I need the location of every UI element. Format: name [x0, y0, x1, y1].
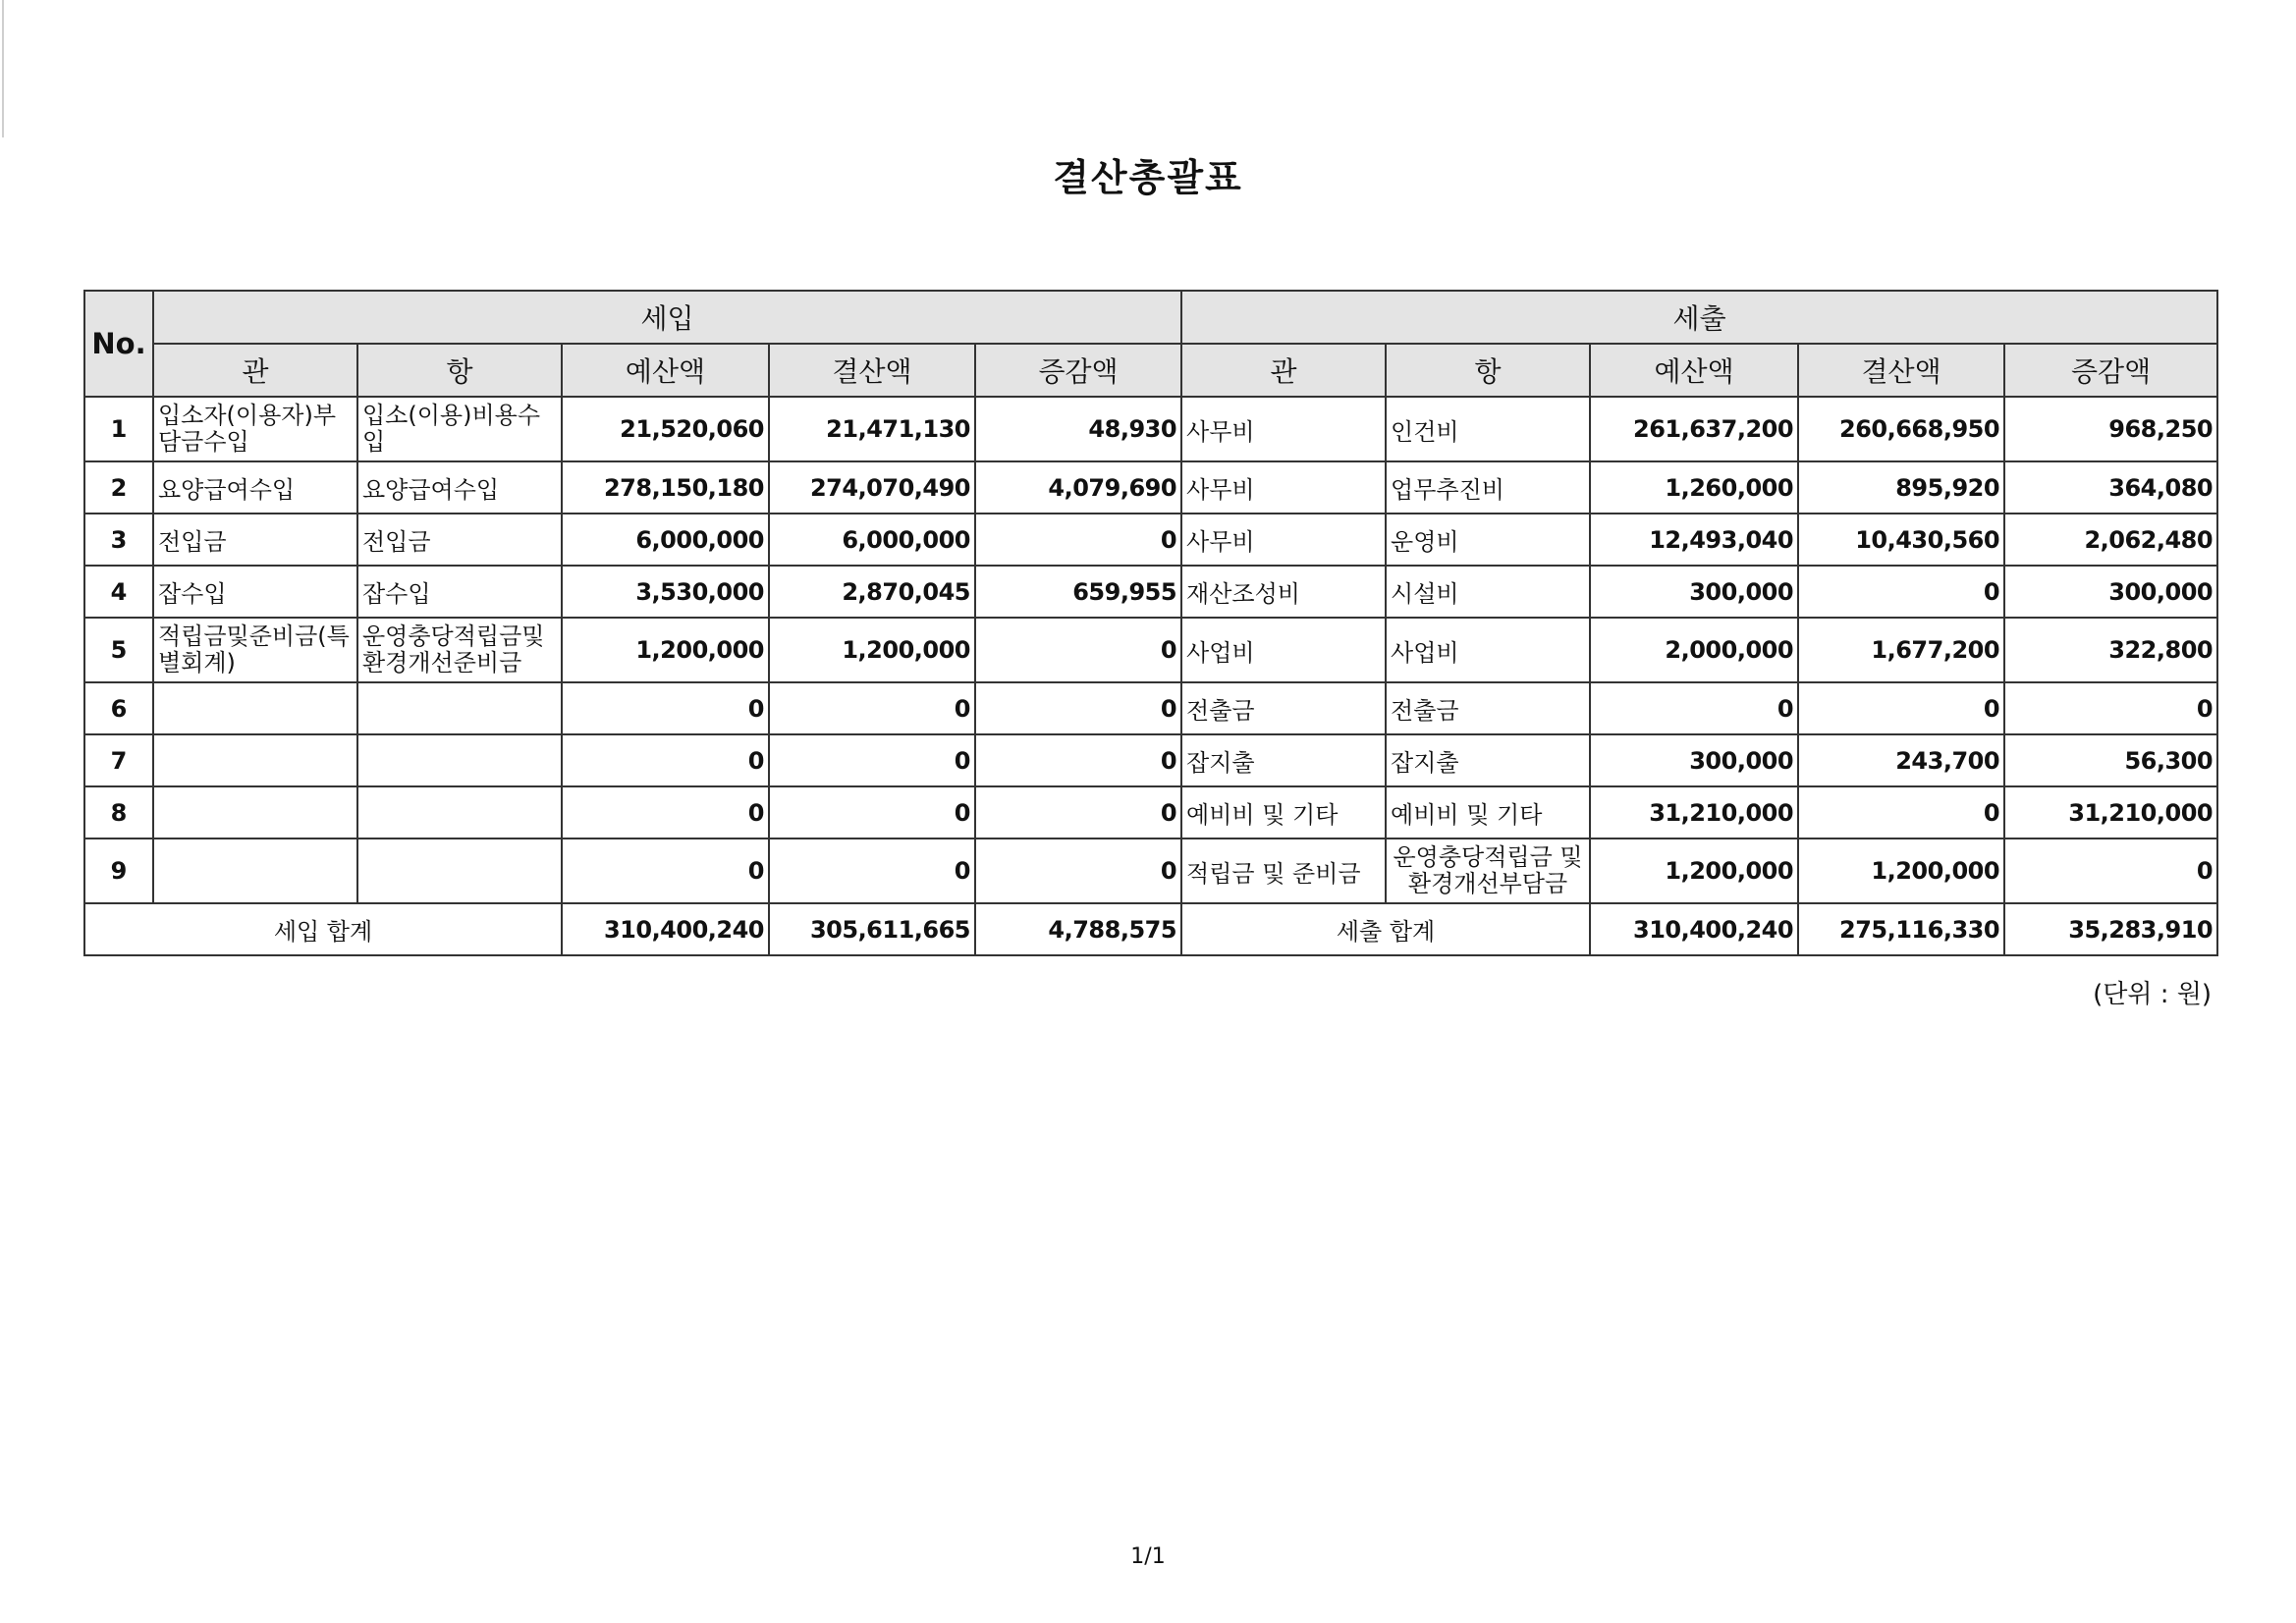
exp-gwan: 사무비 — [1181, 514, 1386, 566]
rev-gwan: 전입금 — [153, 514, 357, 566]
exp-budget: 1,260,000 — [1590, 461, 1798, 514]
table-row — [84, 839, 2217, 903]
exp-difference: 300,000 — [2004, 566, 2217, 618]
exp-hang: 잡지출 — [1386, 734, 1590, 786]
page-title: 결산총괄표 — [1053, 156, 1243, 199]
expense-total-label: 세출 합계 — [1181, 903, 1590, 955]
exp-settlement: 1,200,000 — [1798, 839, 2004, 903]
rev-hang — [357, 839, 562, 903]
totals-row — [84, 903, 2217, 955]
exp-difference: 364,080 — [2004, 461, 2217, 514]
row-no: 8 — [84, 786, 153, 839]
row-no: 2 — [84, 461, 153, 514]
exp-budget: 1,200,000 — [1590, 839, 1798, 903]
exp-gwan: 사무비 — [1181, 461, 1386, 514]
exp-hang: 사업비 — [1386, 618, 1590, 682]
header-exp-budget: 예산액 — [1590, 344, 1798, 397]
rev-settlement: 0 — [769, 682, 975, 734]
table-row — [84, 786, 2217, 839]
header-rev-settlement: 결산액 — [769, 344, 975, 397]
rev-budget: 278,150,180 — [562, 461, 769, 514]
exp-hang: 시설비 — [1386, 566, 1590, 618]
rev-gwan: 적립금및준비금(특별회계) — [153, 618, 357, 682]
rev-difference: 0 — [975, 514, 1181, 566]
header-rev-gwan: 관 — [153, 344, 357, 397]
exp-budget: 300,000 — [1590, 566, 1798, 618]
exp-settlement: 0 — [1798, 682, 2004, 734]
rev-gwan — [153, 734, 357, 786]
exp-budget: 2,000,000 — [1590, 618, 1798, 682]
row-no: 1 — [84, 397, 153, 461]
rev-budget: 21,520,060 — [562, 397, 769, 461]
exp-gwan: 예비비 및 기타 — [1181, 786, 1386, 839]
exp-budget: 12,493,040 — [1590, 514, 1798, 566]
rev-budget: 0 — [562, 682, 769, 734]
rev-difference: 48,930 — [975, 397, 1181, 461]
header-rev-hang: 항 — [357, 344, 562, 397]
exp-settlement: 10,430,560 — [1798, 514, 2004, 566]
exp-settlement: 0 — [1798, 786, 2004, 839]
rev-budget: 1,200,000 — [562, 618, 769, 682]
rev-hang: 입소(이용)비용수입 — [357, 397, 562, 461]
revenue-total-difference: 4,788,575 — [975, 903, 1181, 955]
row-no: 7 — [84, 734, 153, 786]
settlement-summary-table — [83, 290, 2218, 956]
exp-gwan: 잡지출 — [1181, 734, 1386, 786]
header-exp-settlement: 결산액 — [1798, 344, 2004, 397]
exp-difference: 31,210,000 — [2004, 786, 2217, 839]
rev-hang: 요양급여수입 — [357, 461, 562, 514]
exp-difference: 2,062,480 — [2004, 514, 2217, 566]
rev-budget: 0 — [562, 839, 769, 903]
exp-budget: 300,000 — [1590, 734, 1798, 786]
header-exp-gwan: 관 — [1181, 344, 1386, 397]
header-rev-difference: 증감액 — [975, 344, 1181, 397]
rev-hang: 전입금 — [357, 514, 562, 566]
rev-budget: 0 — [562, 786, 769, 839]
header-expense: 세출 — [1181, 291, 2217, 344]
rev-gwan: 잡수입 — [153, 566, 357, 618]
exp-hang: 전출금 — [1386, 682, 1590, 734]
rev-settlement: 21,471,130 — [769, 397, 975, 461]
table-row — [84, 566, 2217, 618]
header-rev-budget: 예산액 — [562, 344, 769, 397]
rev-budget: 3,530,000 — [562, 566, 769, 618]
row-no: 5 — [84, 618, 153, 682]
exp-hang: 업무추진비 — [1386, 461, 1590, 514]
exp-hang: 운영충당적립금 및 환경개선부담금 — [1386, 839, 1590, 903]
exp-difference: 0 — [2004, 682, 2217, 734]
exp-gwan: 사업비 — [1181, 618, 1386, 682]
exp-settlement: 260,668,950 — [1798, 397, 2004, 461]
row-no: 9 — [84, 839, 153, 903]
header-no: No. — [84, 291, 153, 397]
rev-settlement: 1,200,000 — [769, 618, 975, 682]
table-row — [84, 461, 2217, 514]
header-revenue: 세입 — [153, 291, 1181, 344]
revenue-total-label: 세입 합계 — [84, 903, 562, 955]
exp-gwan: 사무비 — [1181, 397, 1386, 461]
exp-budget: 31,210,000 — [1590, 786, 1798, 839]
expense-total-settlement: 275,116,330 — [1798, 903, 2004, 955]
rev-settlement: 274,070,490 — [769, 461, 975, 514]
table-row — [84, 618, 2217, 682]
revenue-total-budget: 310,400,240 — [562, 903, 769, 955]
rev-difference: 0 — [975, 734, 1181, 786]
row-no: 4 — [84, 566, 153, 618]
rev-difference: 0 — [975, 682, 1181, 734]
header-exp-difference: 증감액 — [2004, 344, 2217, 397]
rev-settlement: 0 — [769, 786, 975, 839]
exp-gwan: 적립금 및 준비금 — [1181, 839, 1386, 903]
rev-hang — [357, 734, 562, 786]
rev-difference: 0 — [975, 786, 1181, 839]
exp-hang: 인건비 — [1386, 397, 1590, 461]
header-exp-hang: 항 — [1386, 344, 1590, 397]
exp-settlement: 895,920 — [1798, 461, 2004, 514]
revenue-total-settlement: 305,611,665 — [769, 903, 975, 955]
rev-budget: 6,000,000 — [562, 514, 769, 566]
rev-hang — [357, 682, 562, 734]
rev-gwan — [153, 682, 357, 734]
rev-settlement: 2,870,045 — [769, 566, 975, 618]
rev-hang — [357, 786, 562, 839]
row-no: 3 — [84, 514, 153, 566]
rev-hang: 운영충당적립금및환경개선준비금 — [357, 618, 562, 682]
exp-hang: 예비비 및 기타 — [1386, 786, 1590, 839]
rev-gwan — [153, 786, 357, 839]
exp-budget: 261,637,200 — [1590, 397, 1798, 461]
rev-difference: 0 — [975, 618, 1181, 682]
table-row — [84, 397, 2217, 461]
expense-total-budget: 310,400,240 — [1590, 903, 1798, 955]
exp-difference: 322,800 — [2004, 618, 2217, 682]
exp-gwan: 재산조성비 — [1181, 566, 1386, 618]
rev-settlement: 0 — [769, 839, 975, 903]
exp-gwan: 전출금 — [1181, 682, 1386, 734]
table-row — [84, 514, 2217, 566]
unit-note: (단위 : 원) — [2093, 980, 2212, 1009]
table-row — [84, 734, 2217, 786]
exp-settlement: 0 — [1798, 566, 2004, 618]
rev-settlement: 0 — [769, 734, 975, 786]
page-number: 1/1 — [1130, 1544, 1166, 1569]
rev-settlement: 6,000,000 — [769, 514, 975, 566]
table-row — [84, 682, 2217, 734]
rev-difference: 659,955 — [975, 566, 1181, 618]
scan-edge-mark — [2, 0, 4, 137]
rev-hang: 잡수입 — [357, 566, 562, 618]
rev-gwan: 입소자(이용자)부담금수입 — [153, 397, 357, 461]
exp-difference: 968,250 — [2004, 397, 2217, 461]
rev-difference: 0 — [975, 839, 1181, 903]
exp-budget: 0 — [1590, 682, 1798, 734]
exp-hang: 운영비 — [1386, 514, 1590, 566]
rev-budget: 0 — [562, 734, 769, 786]
exp-difference: 56,300 — [2004, 734, 2217, 786]
exp-difference: 0 — [2004, 839, 2217, 903]
row-no: 6 — [84, 682, 153, 734]
rev-gwan — [153, 839, 357, 903]
exp-settlement: 243,700 — [1798, 734, 2004, 786]
rev-difference: 4,079,690 — [975, 461, 1181, 514]
rev-gwan: 요양급여수입 — [153, 461, 357, 514]
exp-settlement: 1,677,200 — [1798, 618, 2004, 682]
expense-total-difference: 35,283,910 — [2004, 903, 2217, 955]
